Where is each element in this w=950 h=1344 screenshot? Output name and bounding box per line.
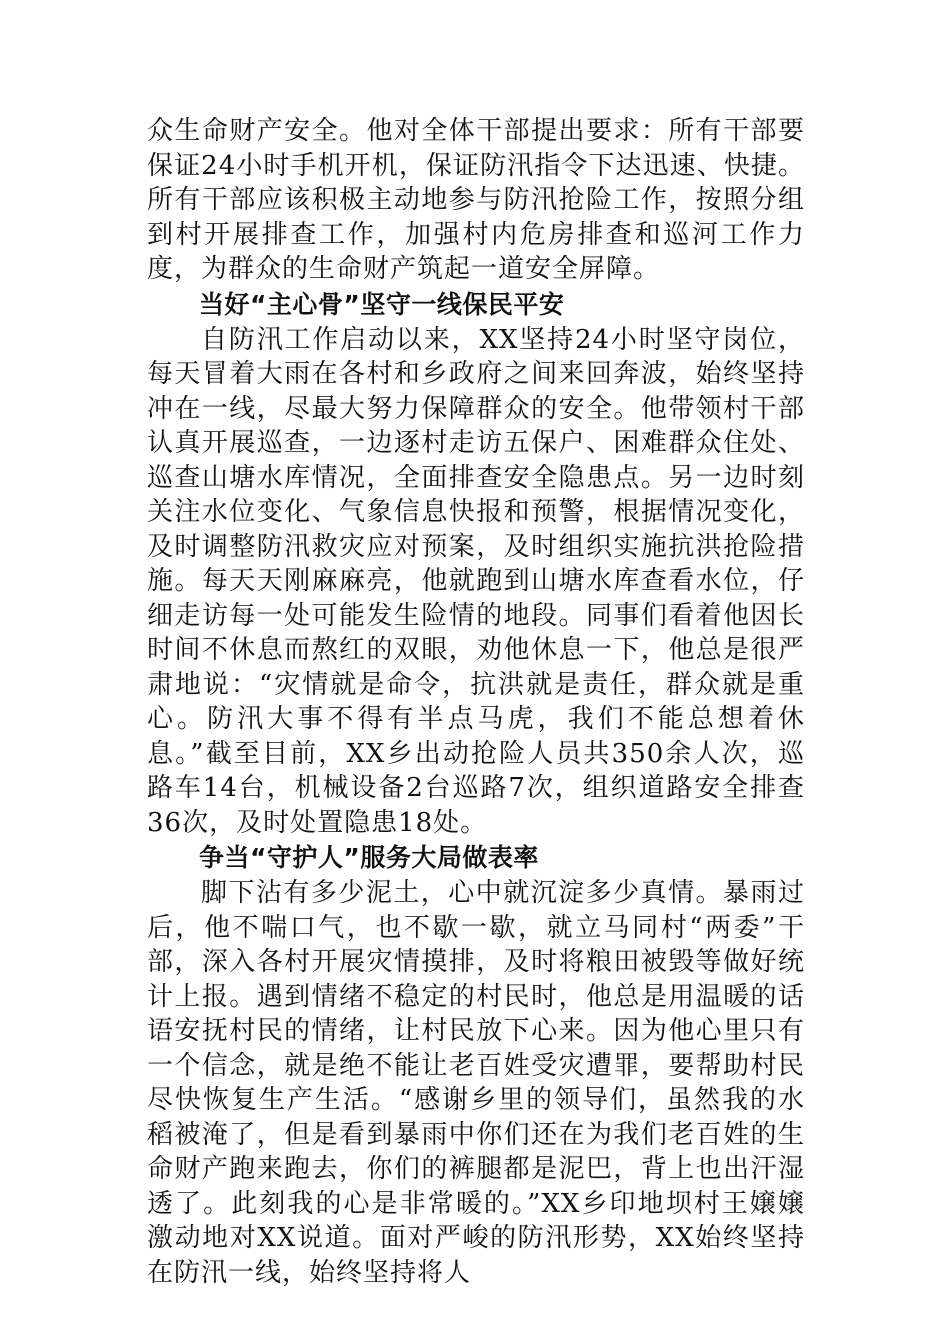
body-paragraph: 众生命财产安全。他对全体干部提出要求：所有干部要保证24小时手机开机，保证防汛指令下达迅速、快捷。所有干部应该积极主动地参与防汛抢险工作，按照分组到村开展排查工作，加强村内危房排查和巡河工作力度，为群众的生命财产筑起一道安全屏障。 <box>147 116 805 284</box>
document-body <box>147 114 805 1290</box>
body-paragraph: 脚下沾有多少泥土，心中就沉淀多少真情。暴雨过后，他不喘口气，也不歇一歇，就立马同村“两委”干部，深入各村开展灾情摸排，及时将粮田被毁等做好统计上报。遇到情绪不稳定的村民时，他总是用温暖的话语安抚村民的情绪，让村民放下心来。因为他心里只有一个信念，就是绝不能让老百姓受灾遭罪，要帮助村民尽快恢复生产生活。“感谢乡里的领导们，虽然我的水稻被淹了，但是看到暴雨中你们还在为我们老百姓的生命财产跑来跑去，你们的裤腿都是泥巴，背上也出汗湿透了。此刻我的心是非常暖的。”XX乡印地坝村王嬢嬢激动地对XX说道。面对严峻的防汛形势，XX始终坚持在防汛一线，始终坚持将人 <box>147 878 805 1288</box>
body-paragraph: 自防汛工作启动以来，XX坚持24小时坚守岗位，每天冒着大雨在各村和乡政府之间来回奔波，始终坚持冲在一线，尽最大努力保障群众的安全。他带领村干部认真开展巡查，一边逐村走访五保户、困难群众住处、巡查山塘水库情况，全面排查安全隐患点。另一边时刻关注水位变化、气象信息快报和预警，根据情况变化，及时调整防汛救灾应对预案，及时组织实施抗洪抢险措施。每天天刚麻麻亮，他就跑到山塘水库查看水位，仔细走访每一处可能发生险情的地段。同事们看着他因长时间不休息而熬红的双眼，劝他休息一下，他总是很严肃地说：“灾情就是命令，抗洪就是责任，群众就是重心。防汛大事不得有半点马虎，我们不能总想着休息。”截至目前，XX乡出动抢险人员共350余人次，巡路车14台，机械设备2台巡路7次，组织道路安全排查36次，及时处置隐患18处。 <box>147 324 805 838</box>
section-heading: 争当“守护人”服务大局做表率 <box>199 843 539 872</box>
section-heading: 当好“主心骨”坚守一线保民平安 <box>199 289 565 319</box>
